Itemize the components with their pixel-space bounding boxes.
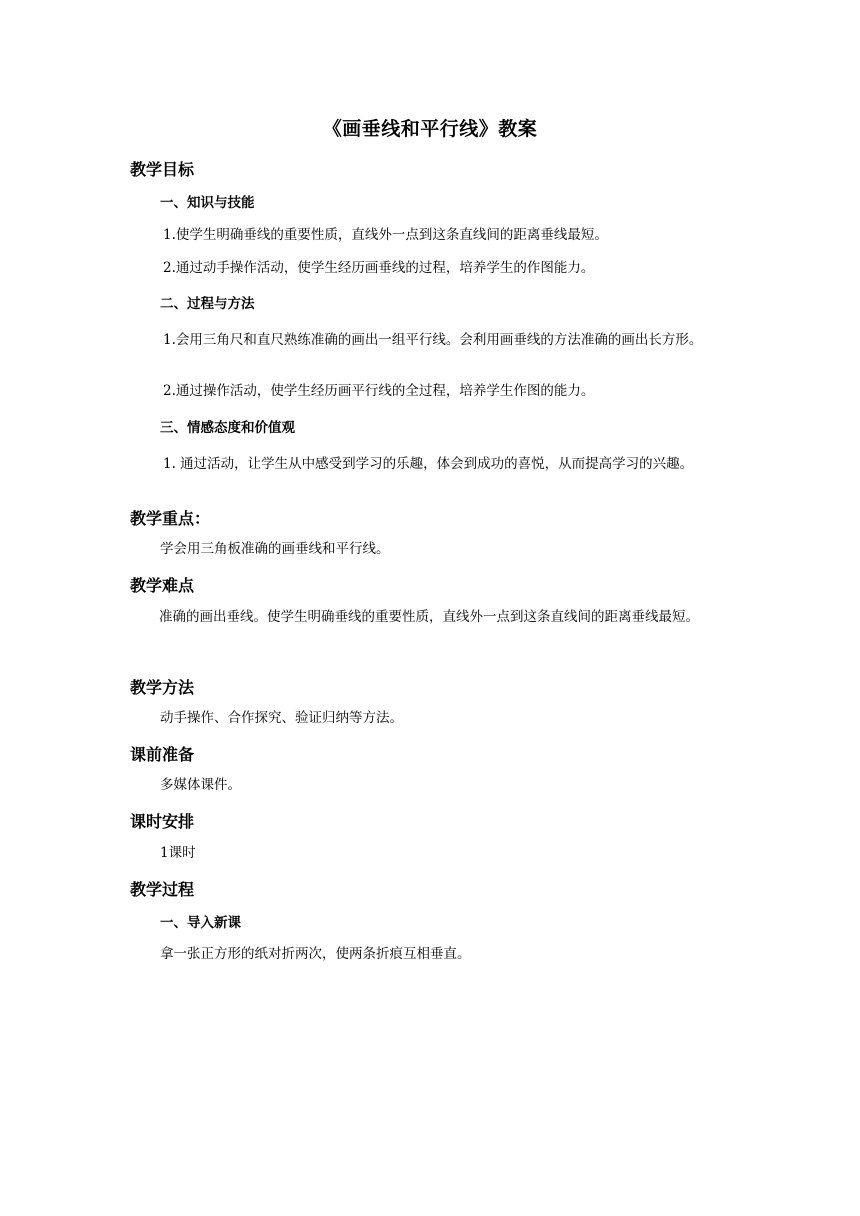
difficulties-text: 准确的画出垂线。使学生明确垂线的重要性质，直线外一点到这条直线间的距离垂线最短。: [159, 609, 699, 625]
knowledge-item-1: 1.使学生明确垂线的重要性质，直线外一点到这条直线间的距离垂线最短。: [163, 227, 608, 243]
knowledge-item-2: 2.通过动手操作活动，使学生经历画垂线的过程，培养学生的作图能力。: [163, 260, 595, 276]
intro-text: 拿一张正方形的纸对折两次，使两条折痕互相垂直。: [160, 946, 471, 962]
preparation-heading: 课前准备: [130, 745, 195, 764]
key-points-text: 学会用三角板准确的画垂线和平行线。: [160, 541, 390, 557]
teaching-process-heading: 教学过程: [130, 880, 195, 899]
emotion-item-1: 1. 通过活动，让学生从中感受到学习的乐趣，体会到成功的喜悦，从而提高学习的兴趣。: [163, 456, 694, 472]
process-method-item-1: 1.会用三角尺和直尺熟练准确的画出一组平行线。会利用画垂线的方法准确的画出长方形。: [163, 332, 703, 348]
process-method-heading: 二、过程与方法: [160, 296, 255, 312]
methods-text: 动手操作、合作探究、验证归纳等方法。: [160, 710, 403, 726]
methods-heading: 教学方法: [130, 678, 195, 697]
preparation-text: 多媒体课件。: [160, 777, 241, 793]
process-method-item-2: 2.通过操作活动，使学生经历画平行线的全过程，培养学生作图的能力。: [163, 383, 595, 399]
emotion-heading: 三、情感态度和价值观: [160, 420, 295, 436]
document-title: 《画垂线和平行线》教案: [322, 118, 538, 140]
objectives-heading: 教学目标: [130, 160, 195, 179]
difficulties-heading: 教学难点: [130, 576, 195, 595]
schedule-heading: 课时安排: [130, 812, 195, 831]
intro-heading: 一、导入新课: [160, 915, 241, 931]
knowledge-heading: 一、知识与技能: [160, 195, 255, 211]
schedule-text: 1课时: [160, 845, 196, 861]
key-points-heading: 教学重点：: [130, 509, 211, 528]
